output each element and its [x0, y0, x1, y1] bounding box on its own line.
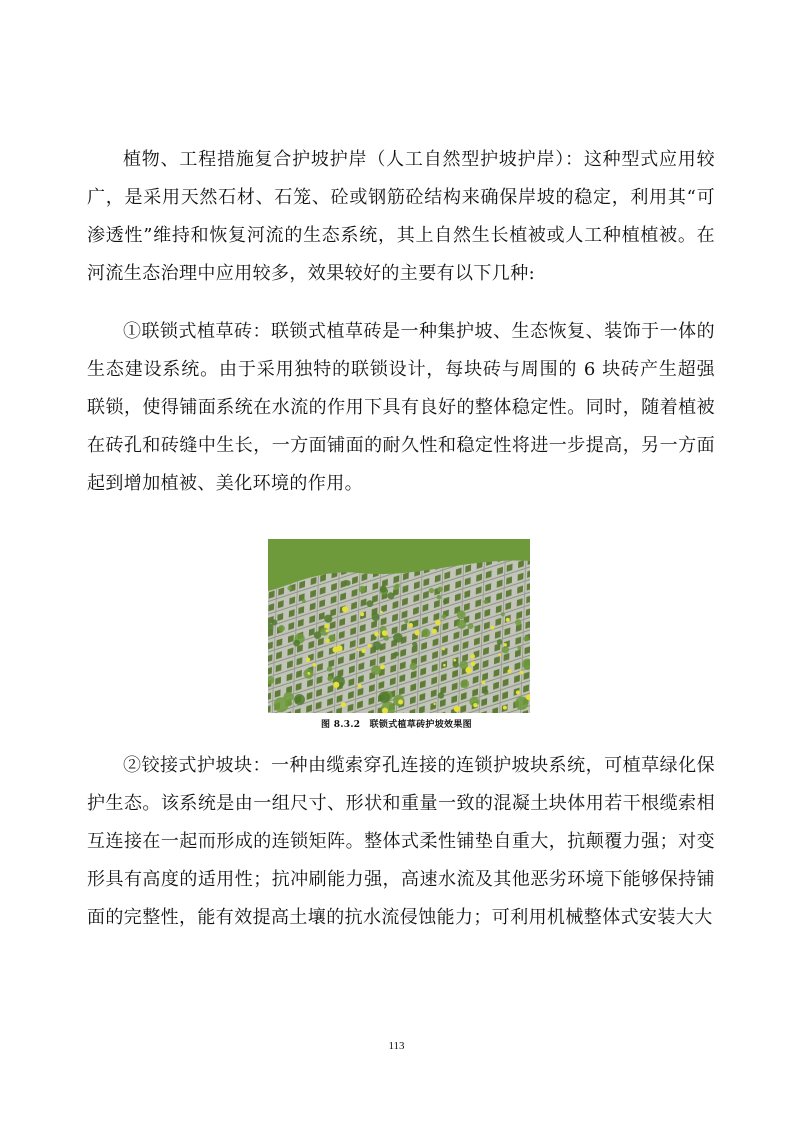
paragraph-hinged-slope-block: ②铰接式护坡块：一种由缆索穿孔连接的连锁护坡块系统，可植草绿化保护生态。该系统是由一组尺寸、形状和重量一致的混凝土块体用若干根缆索相互连接在一起而形成的连锁矩阵。整体式柔性铺垫自重大，抗颠覆力强；对变形具有高度的适用性；抗冲刷能力强，高速水流及其他恶劣环境下能够保持铺面的完整性，能有效提高土壤的抗水流侵蚀能力；可利用机械整体式安装大大 — [87, 755, 715, 928]
figure-caption: 图 8.3.2 联锁式植草砖护坡效果图 — [321, 720, 472, 730]
figure-interlocking-grass-brick-photo — [268, 539, 530, 713]
paragraph-interlocking-grass-brick: ①联锁式植草砖：联锁式植草砖是一种集护坡、生态恢复、装饰于一体的生态建设系统。由于采用独特的联锁设计，每块砖与周围的 6 块砖产生超强联锁，使得铺面系统在水流的作用下具有良好的整体稳定性。同时，随着植被在砖孔和砖缝中生长，一方面铺面的耐久性和稳定性将进一步提高，另一方面起到增加植被、美化环境的作用。 — [87, 321, 715, 494]
paragraph-composite-slope-protection: 植物、工程措施复合护坡护岸（人工自然型护坡护岸）：这种型式应用较广，是采用天然石材、石笼、砼或钢筋砼结构来确保岸坡的稳定，利用其“可渗透性”维持和恢复河流的生态系统，其上自然生长植被或人工种植植被。在河流生态治理中应用较多，效果较好的主要有以下几种: — [87, 149, 715, 284]
page-number: 113 — [388, 1040, 405, 1052]
photo-grass-brick-slope — [268, 539, 530, 713]
